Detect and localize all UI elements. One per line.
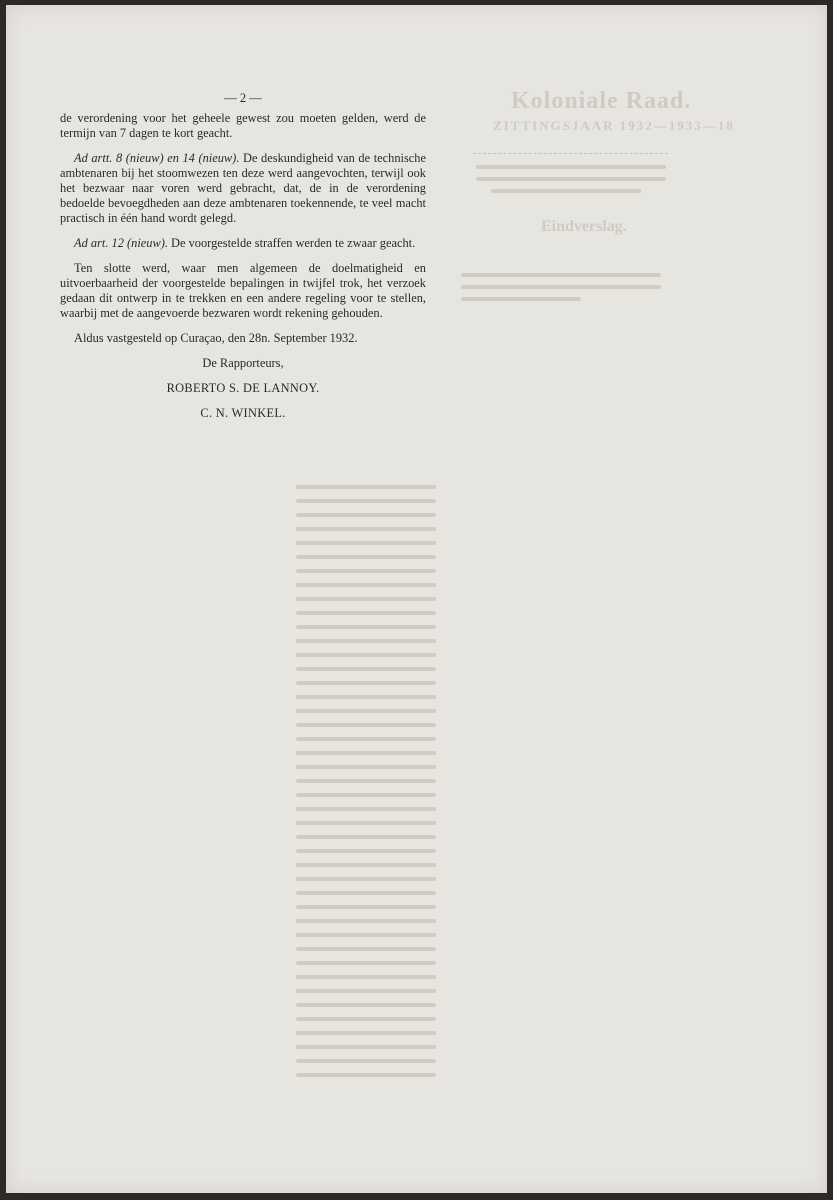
paragraph-articles-8-14 [60, 151, 426, 226]
bleed-through-subtitle: ZITTINGSJAAR 1932—1933—18 [493, 118, 735, 133]
paragraph-text: De deskundigheid van de technische ambtenaren bij het stoomwezen ten deze werd aangevochten, terwijl ook het bezwaar naar voren werd gebracht, dat, de in de verordening bedoelde bevoegdheden aan deze ambtenaren toekennende, te veel macht practisch in één hand wordt gelegd. [60, 151, 426, 225]
main-text-column [60, 91, 426, 431]
bleed-through-line [461, 273, 661, 277]
closing-line: Aldus vastgesteld op Curaçao, den 28n. September 1932. [74, 331, 358, 345]
paragraph-continuation: de verordening voor het geheele gewest zou moeten gelden, werd de termijn van 7 dagen te kort geacht. [60, 111, 426, 140]
paragraph-article-12 [60, 236, 426, 251]
signatory-winkel: C. N. WINKEL. [200, 406, 286, 420]
bleed-through-line [461, 285, 661, 289]
page-number: — 2 — [224, 91, 262, 105]
paragraph-text: De voorgestelde straffen werden te zwaar geacht. [167, 236, 416, 250]
paragraph-conclusion: Ten slotte werd, waar men algemeen de doelmatigheid en uitvoerbaarheid der voorgestelde bepalingen in twijfel trok, het verzoek gedaan dit ontwerp in te trekken en een andere regeling voor te stellen, waarbij met de aangevoerde bezwaren wordt rekening gehouden. [60, 261, 426, 320]
rapporteurs-label: De Rapporteurs, [202, 356, 284, 370]
bleed-through-line [476, 177, 666, 181]
document-page [6, 5, 827, 1193]
article-reference: Ad art. 12 (nieuw). [74, 236, 168, 250]
bleed-through-line [476, 165, 666, 169]
signatory-lannoy: ROBERTO S. DE LANNOY. [166, 381, 320, 395]
bleed-through-line [491, 189, 641, 193]
bleed-through-heading: Eindverslag. [541, 218, 627, 235]
bleed-through-rule [473, 153, 668, 154]
bleed-through-title: Koloniale Raad. [511, 88, 692, 114]
bleed-through-line [461, 297, 581, 301]
article-reference: Ad artt. 8 (nieuw) en 14 (nieuw). [74, 151, 240, 165]
